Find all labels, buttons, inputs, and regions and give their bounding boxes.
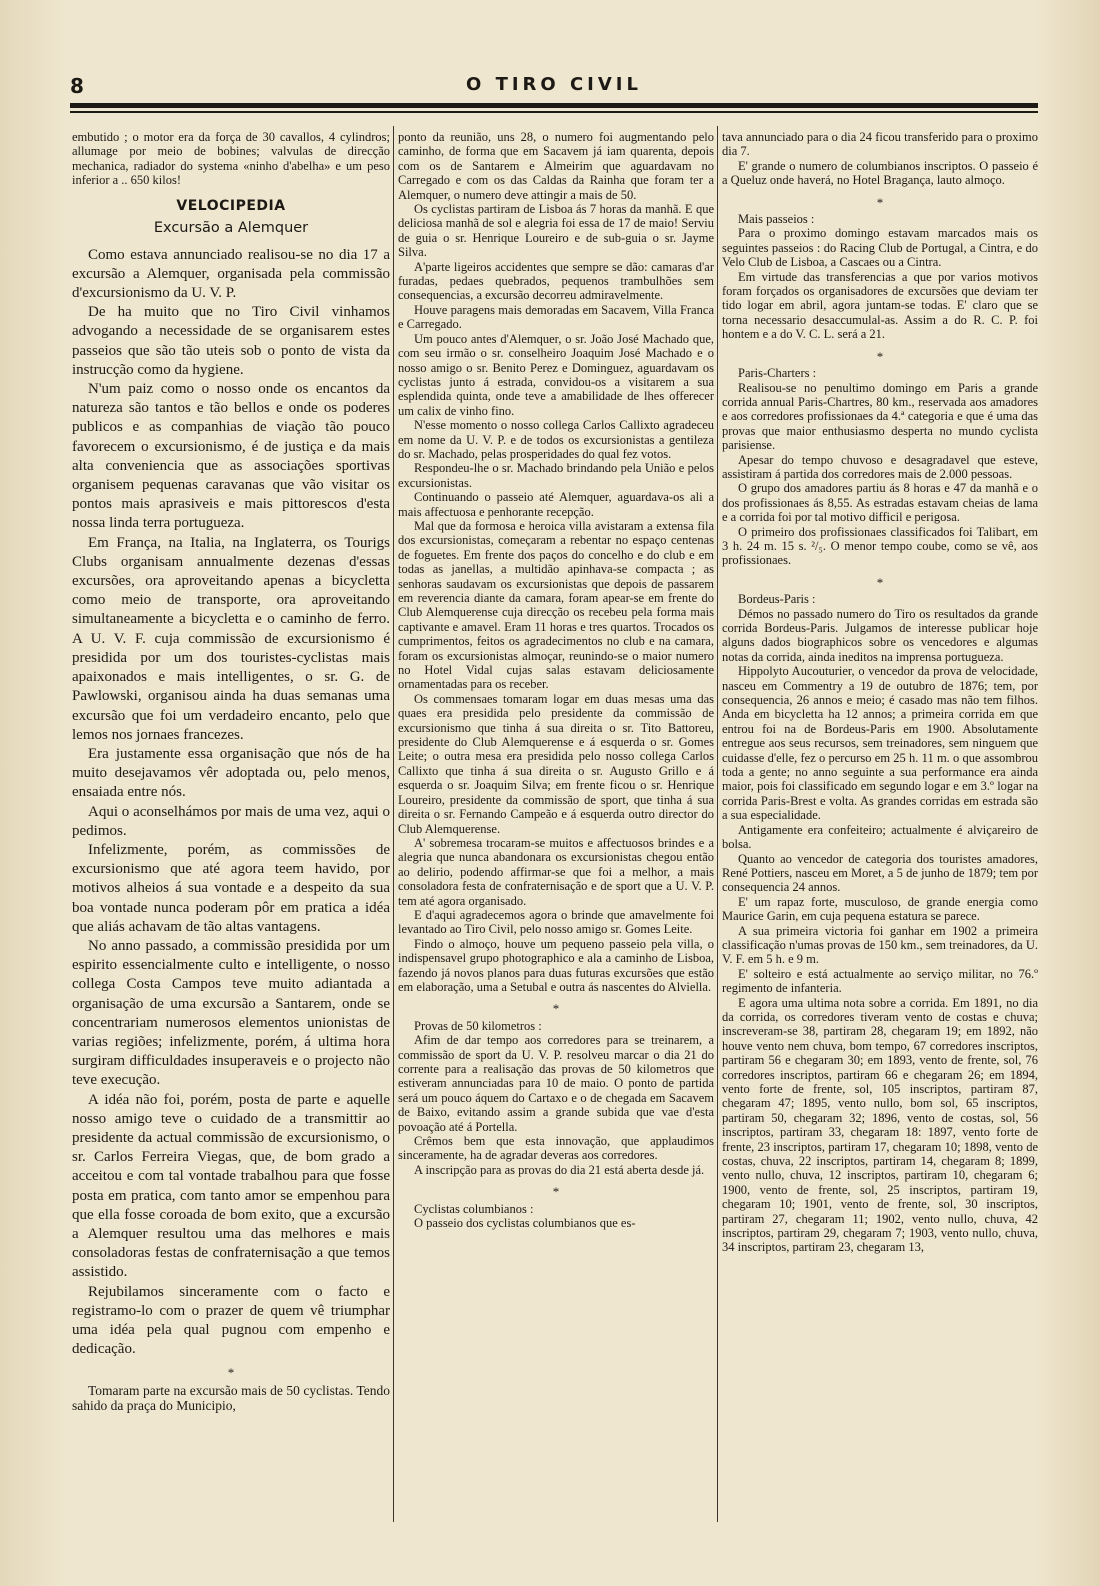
paragraph: Aqui o aconselhámos por mais de uma vez, aqui o pedimos. xyxy=(72,803,390,839)
paragraph: ponto da reunião, uns 28, o numero foi augmentando pelo caminho, de forma que em Sacavem já iam quarenta, depois com os de Santarem e Almeirim que aguardavam no Carregado e com os das Caldas da Rainha que foram ter a Alemquer, o numero deve attingir a mais de 50. xyxy=(398,130,714,202)
paragraph: Crêmos bem que esta innovação, que applaudimos sinceramente, ha de agradar deveras aos corredores. xyxy=(398,1134,714,1163)
column-3 xyxy=(722,130,1038,1520)
paragraph: Afim de dar tempo aos corredores para se treinarem, a commissão de sport da U. V. P. resolveu marcar o dia 21 do corrente para a realisação das provas de 50 kilometros que estiveram annunciadas para 10 de maio. O ponto de partida será um pouco áquem do Cartaxo e o de chegada em Sacavem de Baixo, evitando assim a grande subida que vae d'esta povoação até á Portella. xyxy=(398,1033,714,1134)
separator-star: * xyxy=(552,1001,560,1017)
column-2 xyxy=(398,130,714,1520)
subsection-title: Bordeus-Paris : xyxy=(738,592,816,607)
separator-star: * xyxy=(552,1184,560,1200)
paragraph: E' um rapaz forte, musculoso, de grande energia como Maurice Garin, em cuja pequena estatura se parece. xyxy=(722,894,1038,924)
paragraph: Era justamente essa organisação que nós de ha muito desejavamos vêr adoptada ou, pelo menos, ensaiada entre nós. xyxy=(72,745,390,801)
subsection-title: Paris-Charters : xyxy=(738,366,817,381)
separator-star: * xyxy=(227,1365,235,1381)
paragraph: Antigamente era confeiteiro; actualmente é alviçareiro de bolsa. xyxy=(722,822,1038,852)
paragraph: E' grande o numero de columbianos inscriptos. O passeio é a Queluz onde haverá, no Hotel Bragança, lauto almoço. xyxy=(722,158,1038,188)
separator-star: * xyxy=(876,348,884,364)
paragraph: A' sobremesa trocaram-se muitos e affectuosos brindes e a alegria que nunca abandonara os excursionistas chegou então ao delirio, podendo affirmar-se que foi a melhor, a mais consoladora festa de confraternisação e de sport que a U. V. P. tem até agora organisado. xyxy=(398,835,714,908)
paragraph: Mal que da formosa e heroica villa avistaram a extensa fila dos excursionistas, começaram a rebentar no espaço centenas de foguetes. Em frente dos paços do concelho e do club e em todas as janellas, a multidão apinhava-se compacta ; as senhoras saudavam os excursionistas que depois de passarem em reverencia diante da camara, foram apear-se em frente do Club Alemquerense cuja direcção os recebeu pela forma mais captivante e amavel. Eram 11 horas e tres quartos. Trocados os cumprimentos, feitos os agradecimentos no club e na camara, foram os excursionistas almoçar, reunindo-se o maior numero no Hotel Vidal cujas salas estavam deliciosamente ornamentadas para os receber. xyxy=(398,518,714,692)
page-number: 8 xyxy=(70,74,84,98)
article-continuation: embutido ; o motor era da força de 30 cavallos, 4 cylindros; allumage por meio de bobines; valvulas de direcção mechanica, radiador do systema «ninho d'abelha» e um peso inferior a .. 650 kilos! xyxy=(72,130,390,188)
paragraph: Quanto ao vencedor de categoria dos touristes amadores, René Pottiers, nasceu em Moret, a 5 de junho de 1879; tem por consequencia 24 annos. xyxy=(722,851,1038,895)
paragraph: Em virtude das transferencias a que por varios motivos foram forçados os organisadores de excursões que deviam ter tido logar em abril, agora juntam-se todas. E' claro que se torna necessario desaccumulal-as. Assim a do R. C. P. foi hontem e a do V. C. L. será a 21. xyxy=(722,269,1038,342)
paragraph: Continuando o passeio até Alemquer, aguardava-os ali a mais affectuosa e penhorante recepção. xyxy=(398,490,714,519)
paragraph: Para o proximo domingo estavam marcados mais os seguintes passeios : do Racing Club de Portugal, a Cintra, e do Velo Club de Lisboa, a Cascaes ou a Cintra. xyxy=(722,226,1038,270)
paragraph: Os cyclistas partiram de Lisboa ás 7 horas da manhã. E que deliciosa manhã de sol e alegria foi essa de 17 de maio! Serviu de guia o sr. Henrique Loureiro e de sub-guia o sr. Jayme Silva. xyxy=(398,202,714,260)
paragraph: Em França, na Italia, na Inglaterra, os Tourigs Clubs organisam annualmente dezenas d'essas excursões, ora aproveitando apenas a bicycletta como meio de transporte, ora aproveitando simultaneamente a bicycletta e o caminho de ferro. A U. V. F. cuja commissão de excursionismo é presidida por um dos touristes-cyclistas mais apaixonados e mais intelligentes, o sr. G. de Pawlowski, organisou ainda ha duas semanas uma excursão que foi um verdadeiro encanto, pelo que lemos nos jornaes francezes. xyxy=(72,534,390,743)
paragraph: A'parte ligeiros accidentes que sempre se dão: camaras d'ar furadas, pedaes quebrados, pequenos trambulhões sem consequencias, a excursão decorreu admiravelmente. xyxy=(398,259,714,303)
paragraph: Hippolyto Aucouturier, o vencedor da prova de velocidade, nasceu em Commentry a 19 de outubro de 1876; tem, por consequencia, 26 annos e meio; é casado mas não tem filhos. Anda em bicycletta ha 12 annos; a primeira corrida em que entrou foi na de Bordeus-Paris em 1900. Absolutamente entregue aos seus recursos, sem treinadores, sem ninguem que cuidasse d'elle, fez o percurso em 25 h. 11 m. o que assombrou toda a gente; no anno seguinte a sua performance era ainda maior, pois foi classificado em segundo logar e em 3.º logar na corrida Paris-Brest e volta. As grandes corridas em estrada são a sua especialidade. xyxy=(722,664,1038,823)
article-subtitle: Excursão a Alemquer xyxy=(153,219,309,236)
paragraph: E' solteiro e está actualmente ao serviço militar, no 76.º regimento de infanteria. xyxy=(722,966,1038,996)
header-rule-thick xyxy=(70,103,1038,108)
paragraph: N'um paiz como o nosso onde os encantos da natureza são tantos e tão bellos e onde os poderes publicos e as companhias de viação tão pouco favorecem o excursionismo, é de justiça e da mais alta conveniencia que as associações sportivas organisem pequenas caravanas que vão visitar os pontos mais aprasiveis e mais pittorescos d'esta nossa linda terra portugueza. xyxy=(72,381,390,532)
newspaper-title: O TIRO CIVIL xyxy=(466,74,642,95)
paragraph: O primeiro dos profissionaes classificados foi Talibart, em 3 h. 24 m. 15 s. ²/₅. O menor tempo coube, como se vê, aos profissionaes. xyxy=(722,524,1038,568)
paragraph: Apesar do tempo chuvoso e desagradavel que esteve, assistiram á partida dos corredores mais de 2.000 pessoas. xyxy=(722,452,1038,481)
column-divider xyxy=(717,126,718,1522)
paragraph: E d'aqui agradecemos agora o brinde que amavelmente foi levantado ao Tiro Civil, pelo nosso amigo sr. Gomes Leite. xyxy=(398,907,714,937)
header-rule-thin xyxy=(70,111,1038,113)
subsection-title: Provas de 50 kilometros : xyxy=(414,1018,542,1033)
paragraph: Os commensaes tomaram logar em duas mesas uma das quaes era presidida pelo presidente da commissão de excursionismo que tinha á sua direita o sr. Tito Battoreu, presidente do Club Alemquerense e á esquerda o sr. Gomes Leite; o outra mesa era presidida pelo nosso collega Carlos Callixto que tinha á sua direita o sr. Augusto Grillo e á esquerda o sr. Joaquim Silva; em frente ficou o sr. Henrique Loureiro, presidente da commissão de sport, que tinha á sua direita o sr. Fernando Campeão e á esquerda outro director do Club Alemquerense. xyxy=(398,691,714,836)
column-divider xyxy=(393,126,394,1522)
paragraph: N'esse momento o nosso collega Carlos Callixto agradeceu em nome da U. V. P. e de todos os excursionistas a gentileza do sr. Machado, pelas prosperidades do qual fez votos. xyxy=(398,418,714,461)
subsection-title: Cyclistas columbianos : xyxy=(414,1201,534,1216)
section-title: VELOCIPEDIA xyxy=(176,197,286,214)
paragraph: Findo o almoço, houve um pequeno passeio pela villa, o indispensavel grupo photographico e ala a caminho de Lisboa, fazendo já novos planos para duas futuras excursões que estão em elaboração, uma a Setubal e outra ás nascentes do Alviella. xyxy=(398,936,714,994)
column-1 xyxy=(72,130,390,1520)
paragraph: No anno passado, a commissão presidida por um espirito essencialmente culto e intelligente, o nosso collega Costa Campos teve muito adiantada a organisação de uma excursão a Santarem, onde se concentrariam numerosos elementos unionistas de varias regiões; infelizmente, porém, á ultima hora surgiram difficuldades insuperaveis e o projecto não teve execução. xyxy=(72,937,390,1089)
subsection-title: Mais passeios : xyxy=(738,212,815,227)
paragraph: A inscripção para as provas do dia 21 está aberta desde já. xyxy=(414,1162,705,1177)
paragraph: tava annunciado para o dia 24 ficou transferido para o proximo dia 7. xyxy=(722,130,1038,159)
paragraph: Respondeu-lhe o sr. Machado brindando pela União e pelos excursionistas. xyxy=(398,461,714,490)
paragraph: A idéa não foi, porém, posta de parte e aquelle nosso amigo teve o cuidado de a transmittir ao presidente da actual commissão de excursionismo, o sr. Carlos Ferreira Viegas, que, de bom grado a acceitou e com tal vontade trabalhou para que fosse posta em pratica, com tanto amor se empenhou para que ella fosse coroada de bom exito, que a excursão a Alemquer resultou uma das melhores e mais consoladoras festas de confraternisação a que temos assistido. xyxy=(72,1091,390,1281)
separator-star: * xyxy=(876,574,884,590)
paragraph: Realisou-se no penultimo domingo em Paris a grande corrida annual Paris-Chartres, 80 km., reservada aos amadores e aos corredores profissionaes da 4.ª categoria e que é uma das provas que maior enthusiasmo desperta no mundo cyclista parisiense. xyxy=(722,380,1038,453)
paragraph: Rejubilamos sinceramente com o facto e registramo-lo com o prazer de quem vê triumphar uma idéa pela qual pugnou com empenho e dedicação. xyxy=(72,1283,390,1358)
paragraph: Um pouco antes d'Alemquer, o sr. João José Machado que, com seu irmão o sr. conselheiro Joaquim José Machado e o nosso amigo o sr. Benito Perez e Dominguez, aguardavam os cyclistas junto á estrada, convidou-os a visitarem a sua esplendida quinta, onde teve a amabilidade de lhes offerecer um calix de vinho fino. xyxy=(398,331,714,418)
paragraph: A sua primeira victoria foi ganhar em 1902 a primeira classificação n'umas provas de 150 km., sem treinadores, da U. V. F. em 5 h. e 9 m. xyxy=(722,923,1038,967)
paragraph: E agora uma ultima nota sobre a corrida. Em 1891, no dia da corrida, os corredores tiveram vento de costas e chuva; inscreveram-se 38, partiram 28, chegaram 19; em 1892, não houve vento nem chuva, bom tempo, 67 corredores inscriptos, partiram 56 e chegaram 30; em 1893, vento de frente, sol, 76 corredores inscriptos, partiram 66 e chegaram 26; em 1894, vento forte de frente, sol, 105 inscriptos, partiram 87, chegaram 47; 1895, vento nullo, bom sol, 65 inscriptos, partiram 50, chegaram 32; 1896, vento de costas, sol, 56 inscriptos, partiram 33, chegaram 18: 1897, vento forte de frente, 23 inscriptos, partiram 17, chegaram 10; 1898, vento de costas, chuva, 22 inscriptos, partiram 14, chegaram 8; 1899, vento nullo, chuva, 12 inscriptos, partiram 10, chegaram 6; 1900, vento de frente, sol, 25 inscriptos, partiram 19, chegaram 10; 1901, vento de frente, sol, 30 inscriptos, partiram 27, chegaram 11; 1902, vento nullo, chuva, 42 inscriptos, partiram 29, chegaram 7; 1903, vento nullo, chuva, 34 inscriptos, partiram 23, chegaram 13, xyxy=(722,995,1038,1255)
separator-star: * xyxy=(876,194,884,210)
paragraph: De ha muito que no Tiro Civil vinhamos advogando a necessidade de se organisarem estes passeios que são tão uteis sob o ponto de vista da instrucção como da hygiene. xyxy=(72,304,390,378)
paragraph: Como estava annunciado realisou-se no dia 17 a excursão a Alemquer, organisada pela commissão d'excursionismo da U. V. P. xyxy=(72,246,390,302)
paragraph: Démos no passado numero do Tiro os resultados da grande corrida Bordeus-Paris. Julgamos de interesse publicar hoje alguns dados biographicos sobre os vencedores e algumas notas da corrida, ainda ineditos na imprensa portugueza. xyxy=(722,606,1038,664)
paragraph: Infelizmente, porém, as commissões de excursionismo que até agora teem havido, por motivos alheios á sua vontade e a despeito da sua boa vontade nunca poderam pôr em pratica a idéa que aliás achavam de tão altas vantagens. xyxy=(72,841,390,935)
paragraph: O passeio dos cyclistas columbianos que es- xyxy=(414,1216,636,1231)
paragraph: Tomaram parte na excursão mais de 50 cyclistas. Tendo sahido da praça do Municipio, xyxy=(72,1383,390,1414)
paragraph: O grupo dos amadores partiu ás 8 horas e 47 da manhã e o dos profissionaes ás 8,55. As estradas estavam cheias de lama e a corrida foi por tal motivo difficil e perigosa. xyxy=(722,481,1038,525)
page-header xyxy=(70,74,1038,98)
paragraph: Houve paragens mais demoradas em Sacavem, Villa Franca e Carregado. xyxy=(398,302,714,332)
